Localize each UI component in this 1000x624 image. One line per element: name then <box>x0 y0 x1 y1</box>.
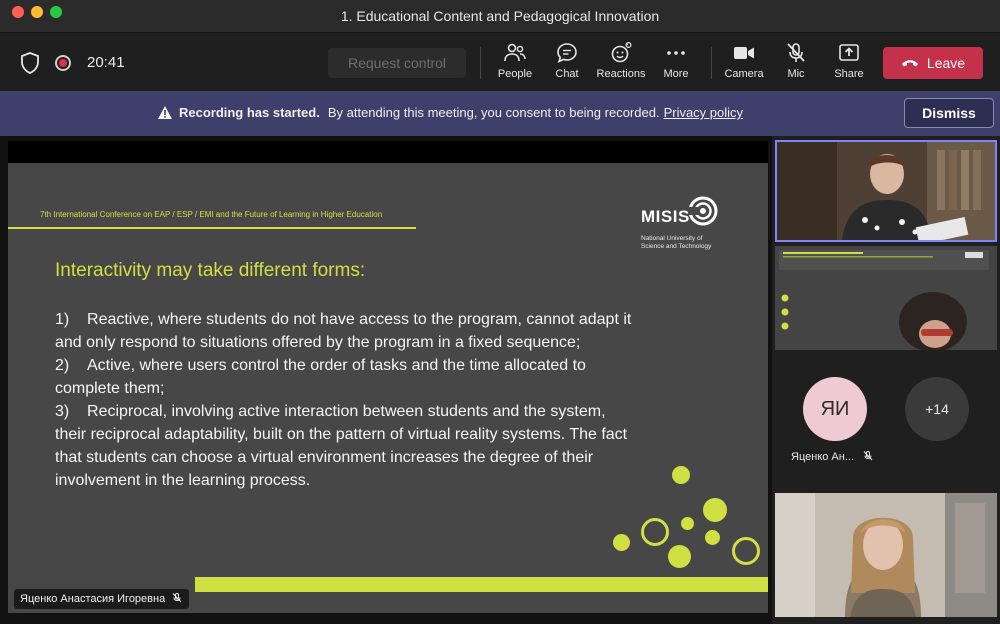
decorative-dot <box>668 545 691 568</box>
participant-name-label <box>791 450 874 463</box>
leave-label: Leave <box>926 55 966 71</box>
slide-heading: Interactivity may take different forms: <box>55 260 366 281</box>
decorative-dot <box>705 530 720 545</box>
people-icon <box>485 41 545 65</box>
logo-subtitle-line2: Science and Technology <box>641 243 712 250</box>
toolbar-divider <box>711 47 712 79</box>
slide-top-margin <box>8 141 768 163</box>
participant-video <box>775 493 997 617</box>
recording-indicator-icon <box>55 55 71 71</box>
logo-wordmark: MISIS <box>641 207 690 226</box>
participant-video <box>777 142 995 240</box>
window-title: 1. Educational Content and Pedagogical Innovation <box>340 8 660 24</box>
hang-up-icon <box>901 58 919 68</box>
slide-bottom-bar <box>195 577 768 592</box>
title-bar <box>0 0 1000 33</box>
slide-item-3: 3) Reciprocal, involving active interaction between students and the system, their reciprocal adaptability, built on the pattern of virtual reality systems. The fact that students can choose a virtual environment increases the degree of their involvement in the learning process. <box>55 403 628 489</box>
recording-banner <box>0 91 1000 136</box>
reactions-button[interactable] <box>591 41 651 87</box>
leave-button[interactable] <box>883 47 983 79</box>
banner-message: By attending this meeting, you consent to being recorded. <box>327 105 660 120</box>
camera-label: Camera <box>724 68 764 80</box>
share-icon <box>819 41 879 65</box>
mic-button[interactable] <box>766 41 826 87</box>
participant-video-tile[interactable] <box>775 493 997 617</box>
slide-item-1: 1) Reactive, where students do not have access to the program, cannot adapt it and only respond to situations offered by the program in a fixed sequence; <box>55 311 632 351</box>
slide-body <box>55 308 635 492</box>
more-label: More <box>663 68 689 80</box>
chat-label: Chat <box>555 68 579 80</box>
more-dots-icon <box>646 41 706 65</box>
caption-underline <box>8 227 416 229</box>
presenter-name: Яценко Анастасия Игоревна <box>20 593 166 605</box>
toolbar-divider <box>480 47 481 79</box>
banner-text <box>0 105 900 120</box>
decorative-dot <box>672 466 690 484</box>
slide-item-2: 2) Active, where users control the order of tasks and the time allocated to complete them; <box>55 357 586 397</box>
meeting-timer: 20:41 <box>87 54 125 71</box>
mic-off-icon <box>766 41 826 65</box>
request-control-button[interactable]: Request control <box>328 48 466 78</box>
shared-screen-stage <box>0 136 772 624</box>
share-button[interactable] <box>819 41 879 87</box>
chat-icon <box>537 41 597 65</box>
privacy-policy-link[interactable]: Privacy policy <box>663 105 744 120</box>
shield-icon[interactable] <box>20 52 40 74</box>
presenter-name-chip <box>14 589 189 609</box>
reactions-icon <box>591 41 651 65</box>
participant-name: Яценко Ан... <box>791 451 855 463</box>
camera-icon <box>714 41 774 65</box>
logo-subtitle-line1: National University of <box>641 235 703 242</box>
decorative-ring <box>732 537 760 565</box>
banner-title: Recording has started. <box>178 105 320 120</box>
presentation-slide <box>8 163 768 613</box>
decorative-ring <box>641 518 669 546</box>
participant-gallery <box>772 136 1000 624</box>
mic-off-icon <box>862 450 874 462</box>
participant-video-tile[interactable] <box>775 246 997 350</box>
more-participants-button[interactable]: +14 <box>905 377 969 441</box>
warning-icon <box>157 105 173 120</box>
misis-logo <box>641 191 741 251</box>
reactions-label: Reactions <box>596 68 646 80</box>
participant-avatar[interactable]: ЯИ <box>803 377 867 441</box>
participant-video <box>775 246 997 350</box>
decorative-dot <box>613 534 630 551</box>
share-label: Share <box>834 68 864 80</box>
chat-button[interactable] <box>537 41 597 87</box>
dismiss-button[interactable]: Dismiss <box>904 98 994 128</box>
decorative-dot <box>681 517 694 530</box>
mic-off-icon <box>171 592 183 604</box>
people-label: People <box>497 68 533 80</box>
camera-button[interactable] <box>714 41 774 87</box>
people-button[interactable] <box>485 41 545 87</box>
participant-video-tile[interactable] <box>775 140 997 242</box>
meeting-toolbar <box>0 33 1000 91</box>
more-button[interactable] <box>646 41 706 87</box>
conference-caption: 7th International Conference on EAP / ESP / EMI and the Future of Learning in Higher Education <box>40 210 383 219</box>
decorative-dot <box>703 498 727 522</box>
mic-label: Mic <box>787 68 805 80</box>
logo-subtitle <box>641 235 711 251</box>
